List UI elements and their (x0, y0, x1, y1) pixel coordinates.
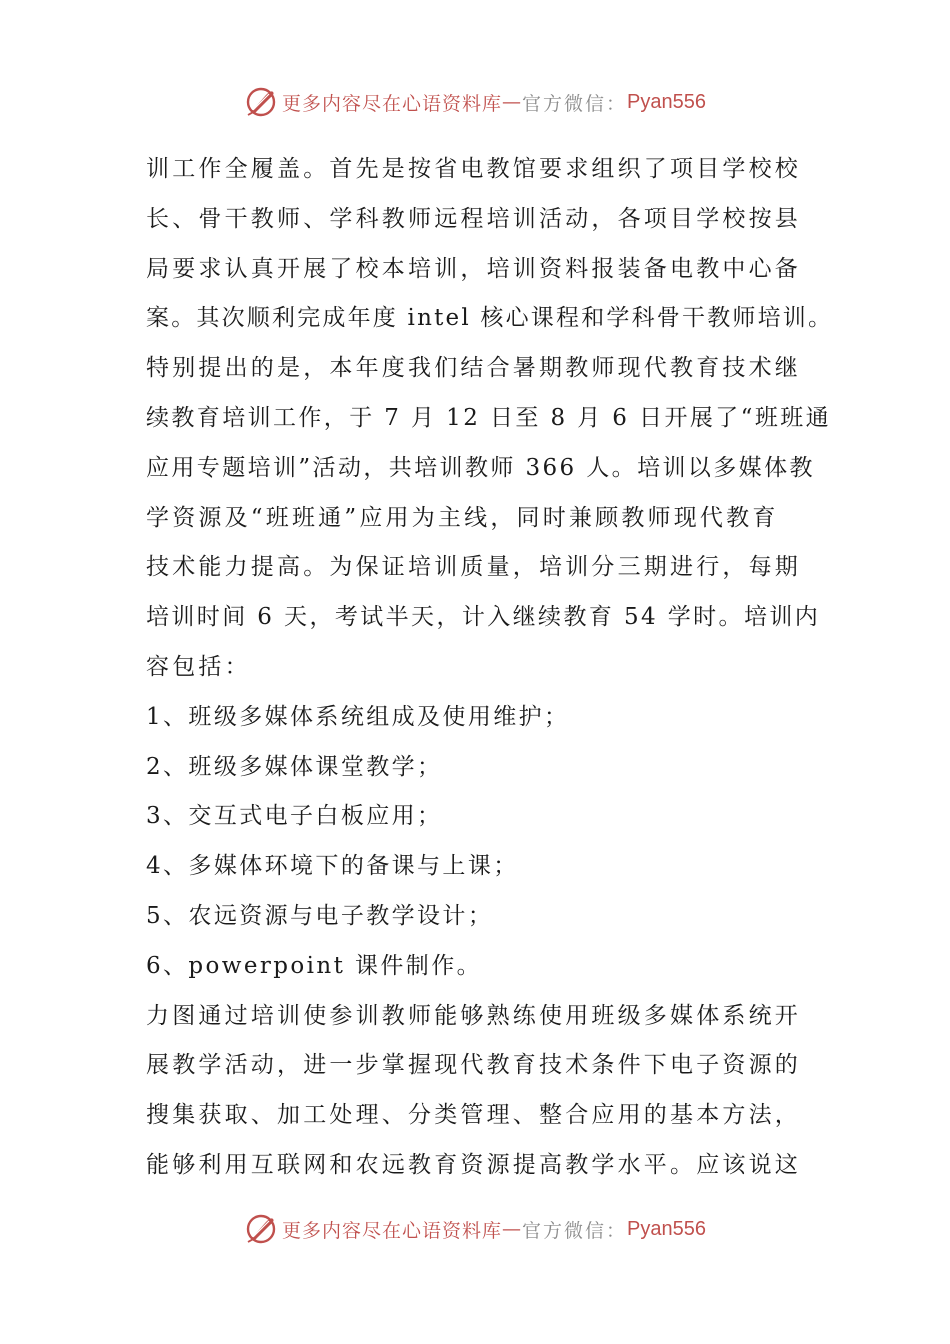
list-item: 6、powerpoint 课件制作。 (146, 952, 482, 979)
list-item: 1、班级多媒体系统组成及使用维护； (146, 703, 570, 730)
paragraph-line: 长、骨干教师、学科教师远程培训活动，各项目学校按县 (146, 205, 801, 232)
paragraph-line: 案。其次顺利完成年度 intel 核心课程和学科骨干教师培训。 (146, 305, 834, 332)
footer-wechat-id: Pyan556 (627, 1217, 706, 1240)
paragraph-line: 应用专题培训”活动，共培训教师 366 人。培训以多媒体教 (146, 454, 815, 481)
paragraph-line: 培训时间 6 天，考试半天，计入继续教育 54 学时。培训内 (146, 604, 821, 631)
quill-logo-icon (244, 1212, 278, 1246)
paragraph-line: 容包括： (146, 653, 251, 680)
paragraph-line: 搜集获取、加工处理、分类管理、整合应用的基本方法， (146, 1102, 801, 1129)
paragraph-line: 力图通过培训使参训教师能够熟练使用班级多媒体系统开 (146, 1002, 801, 1029)
header-wechat-label: 官方微信： (522, 92, 628, 115)
document-body (146, 145, 834, 1191)
quill-logo-icon (244, 85, 278, 119)
paragraph-line: 特别提出的是，本年度我们结合暑期教师现代教育技术继 (146, 355, 801, 382)
footer-wechat-label: 官方微信： (522, 1219, 628, 1242)
paragraph-line: 局要求认真开展了校本培训，培训资料报装备电教中心备 (146, 255, 801, 282)
paragraph-line: 学资源及“班班通”应用为主线，同时兼顾教师现代教育 (146, 504, 779, 531)
footer-promo-text: 更多内容尽在心语资料库 (282, 1219, 503, 1242)
paragraph-line: 能够利用互联网和农远教育资源提高教学水平。应该说这 (146, 1151, 801, 1178)
header-promo-text: 更多内容尽在心语资料库 (282, 92, 503, 115)
paragraph-line: 续教育培训工作，于 7 月 12 日至 8 月 6 日开展了“班班通 (146, 404, 832, 431)
list-item: 4、多媒体环境下的备课与上课； (146, 853, 519, 880)
footer-dash: — (502, 1218, 523, 1240)
footer-watermark (0, 1209, 950, 1249)
paragraph-line: 展教学活动，进一步掌握现代教育技术条件下电子资源的 (146, 1052, 801, 1079)
list-item: 3、交互式电子白板应用； (146, 803, 443, 830)
header-dash: — (502, 91, 523, 113)
header-wechat-id: Pyan556 (627, 90, 706, 113)
header-watermark (0, 82, 950, 122)
paragraph-line: 技术能力提高。为保证培训质量，培训分三期进行，每期 (146, 554, 801, 581)
list-item: 5、农远资源与电子教学设计； (146, 902, 494, 929)
list-item: 2、班级多媒体课堂教学； (146, 753, 443, 780)
paragraph-line: 训工作全履盖。首先是按省电教馆要求组织了项目学校校 (146, 156, 801, 182)
